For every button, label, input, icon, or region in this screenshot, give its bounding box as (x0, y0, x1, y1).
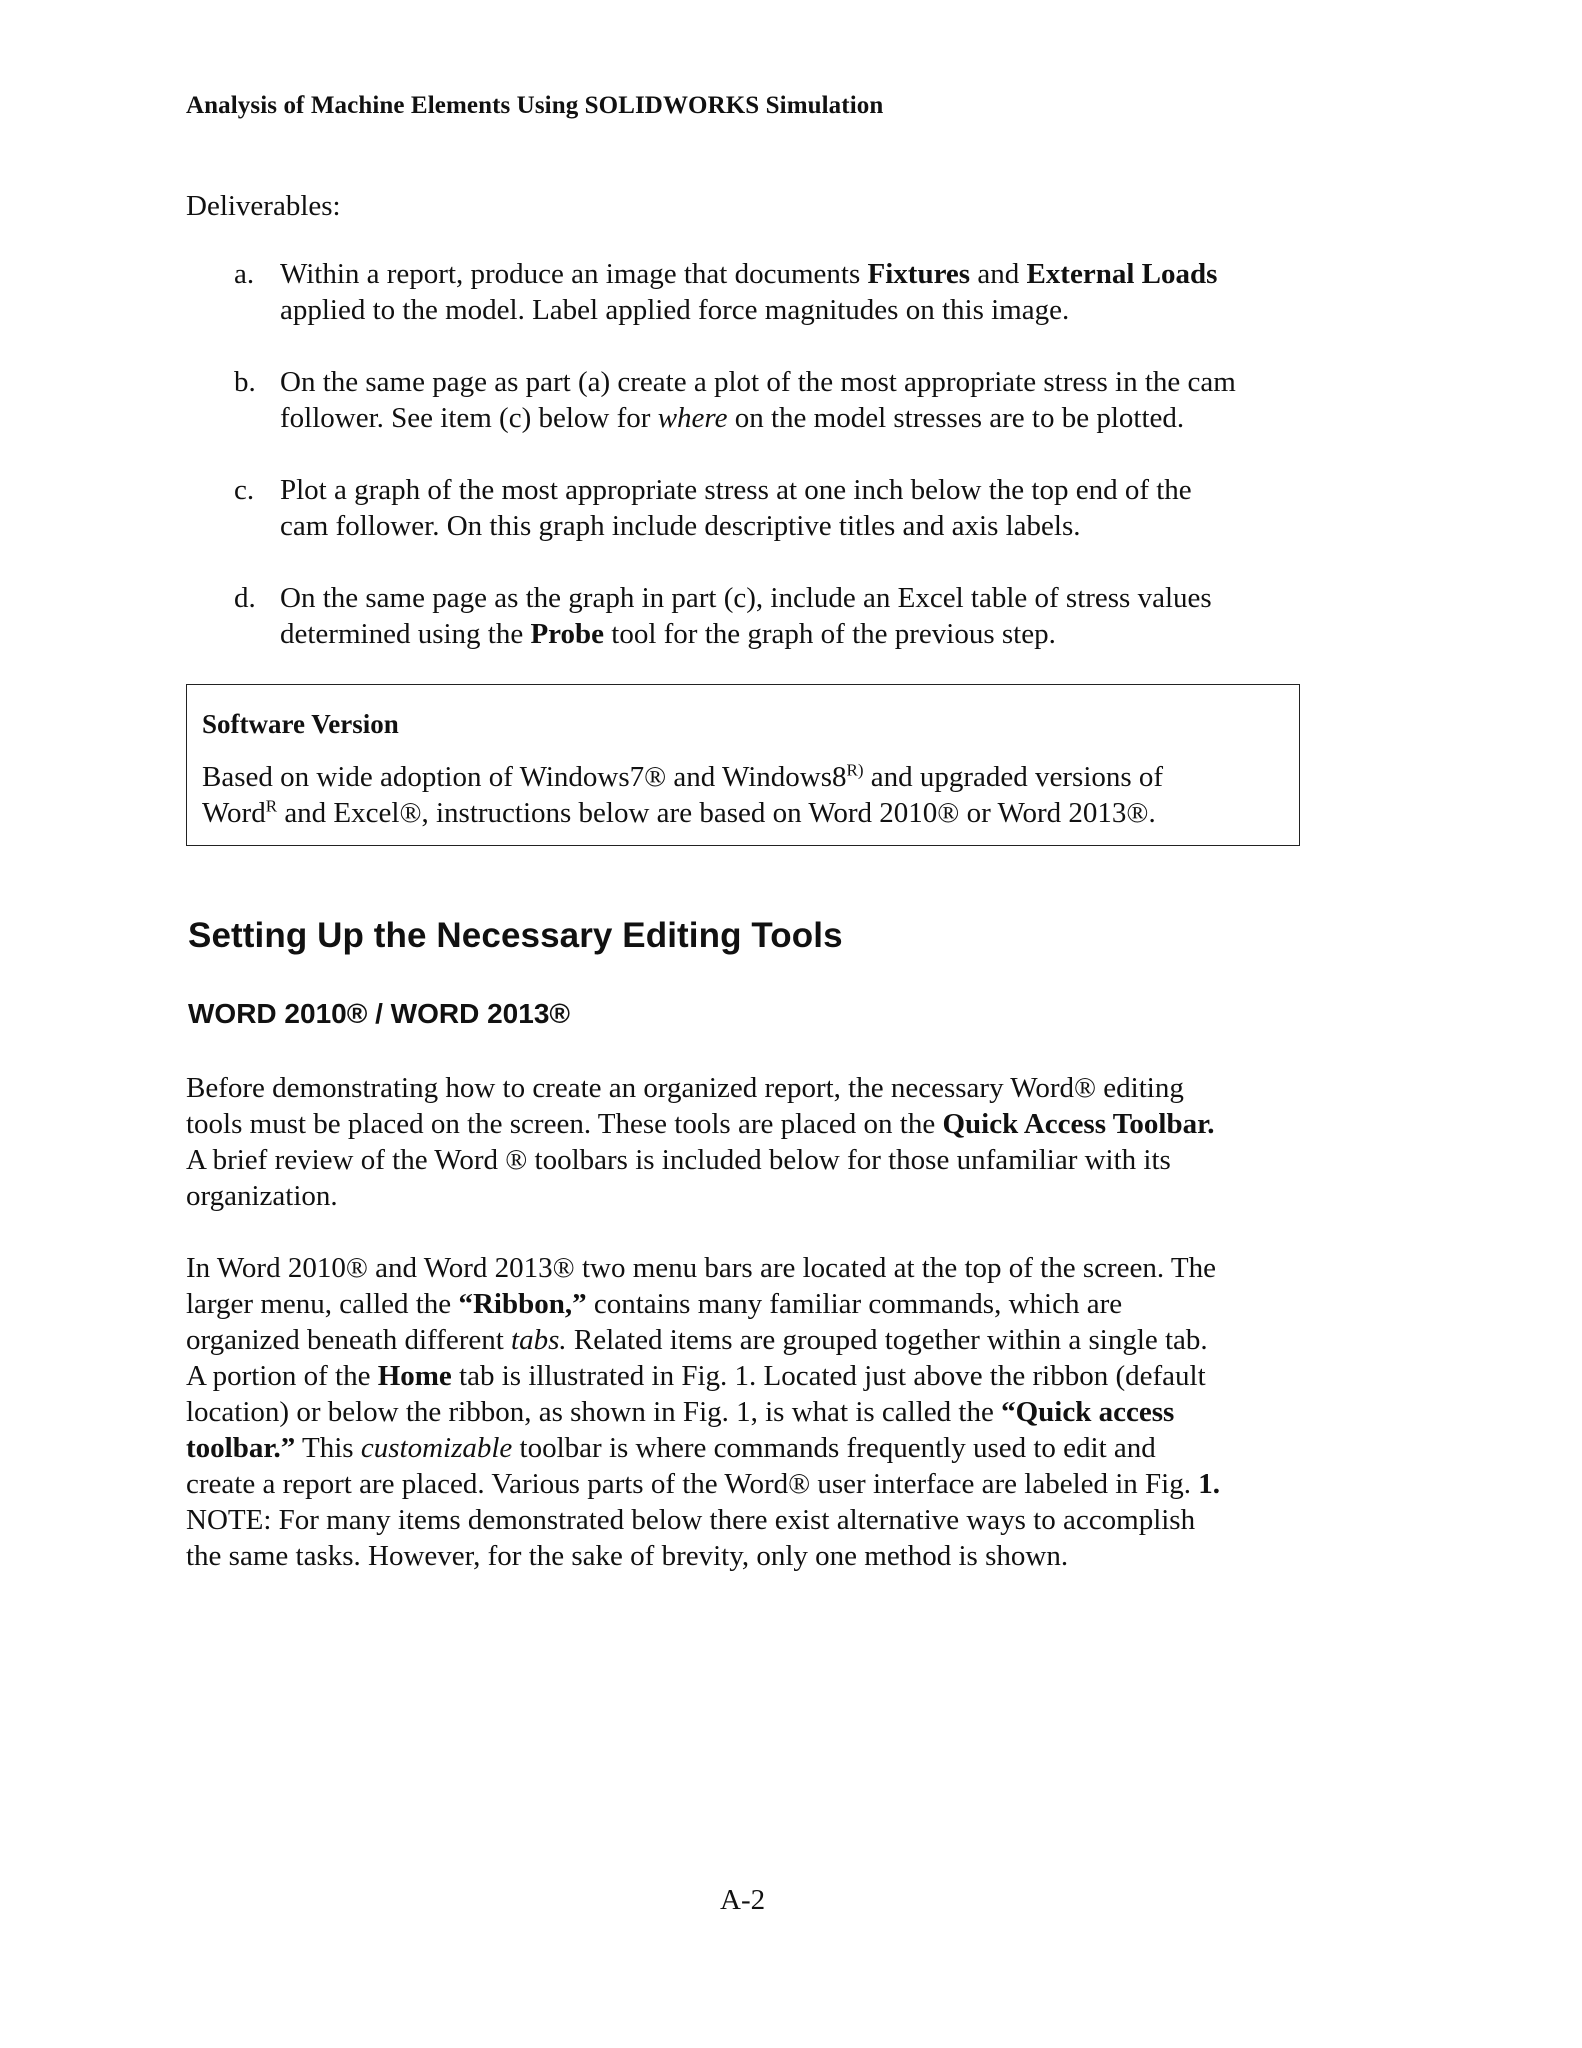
paragraph-line: the same tasks. However, for the sake of brevity, only one method is shown. (186, 1540, 1069, 1572)
paragraph-line: toolbar.” This customizable toolbar is where commands frequently used to edit and (186, 1432, 1156, 1464)
list-item-letter: b. (234, 366, 256, 398)
software-version-line: Based on wide adoption of Windows7® and $Windows8^{R)}$ and upgraded versions of (202, 760, 1164, 793)
software-version-line: Word$^R$ and Excel®, instructions below are based on Word 2010® or Word 2013®. (202, 796, 1156, 829)
paragraph-line: NOTE: For many items demonstrated below there exist alternative ways to accomplish (186, 1504, 1196, 1536)
list-item-line: cam follower. On this graph include descriptive titles and axis labels. (280, 510, 1081, 542)
subsection-title: WORD 2010® / WORD 2013® (188, 998, 571, 1029)
running-header: Analysis of Machine Elements Using SOLIDWORKS Simulation (186, 92, 884, 119)
software-version-body (202, 759, 1163, 831)
bold-term: “Ribbon,” (458, 1288, 587, 1320)
bold-term: Quick Access Toolbar. (942, 1108, 1215, 1140)
paragraph-line: larger menu, called the “Ribbon,” contains many familiar commands, which are (186, 1288, 1123, 1320)
bold-term: 1. (1198, 1468, 1220, 1500)
list-item-letter: c. (234, 474, 255, 506)
paragraph-line: tools must be placed on the screen. These tools are placed on the Quick Access Toolbar. (186, 1108, 1215, 1140)
list-item (186, 256, 1266, 328)
paragraph-intro (186, 1070, 1286, 1214)
italic-term: tabs. (511, 1324, 567, 1356)
list-item-line: Within a report, produce an image that documents Fixtures and External Loads (280, 258, 1218, 290)
bold-term: “Quick access (1001, 1396, 1175, 1428)
list-item-letter: a. (234, 258, 255, 290)
list-item (186, 364, 1266, 436)
paragraph-line: create a report are placed. Various parts of the Word® user interface are labeled in Fig. 1. (186, 1468, 1220, 1500)
paragraph-line: Before demonstrating how to create an organized report, the necessary Word® editing (186, 1072, 1184, 1104)
deliverables-label: Deliverables: (186, 190, 341, 222)
superscript: R (265, 796, 278, 816)
software-version-box (186, 684, 1300, 846)
paragraph-line: organization. (186, 1180, 338, 1212)
bold-term: Home (377, 1360, 452, 1392)
list-item-letter: d. (234, 582, 256, 614)
paragraph-line: A portion of the Home tab is illustrated in Fig. 1. Located just above the ribbon (default (186, 1360, 1206, 1392)
list-item (186, 580, 1266, 652)
paragraph-line: In Word 2010® and Word 2013® two menu bars are located at the top of the screen. The (186, 1252, 1216, 1284)
superscript: R) (846, 760, 864, 780)
paragraph-line: organized beneath different tabs. Related items are grouped together within a single tab. (186, 1324, 1208, 1356)
paragraph-line: A brief review of the Word ® toolbars is included below for those unfamiliar with its (186, 1144, 1171, 1176)
deliverables-list (186, 256, 1266, 688)
software-version-title: Software Version (202, 709, 399, 739)
list-item-line: applied to the model. Label applied force magnitudes on this image. (280, 294, 1070, 326)
list-item-line: On the same page as the graph in part (c), include an Excel table of stress values (280, 582, 1212, 614)
paragraph-line: location) or below the ribbon, as shown in Fig. 1, is what is called the “Quick access (186, 1396, 1175, 1428)
page-number: A-2 (720, 1884, 766, 1916)
bold-term: Probe (530, 618, 605, 650)
bold-term: toolbar.” (186, 1432, 296, 1464)
list-item-line: Plot a graph of the most appropriate stress at one inch below the top end of the (280, 474, 1192, 506)
list-item-line: determined using the Probe tool for the graph of the previous step. (280, 618, 1056, 650)
list-item-line: On the same page as part (a) create a plot of the most appropriate stress in the cam (280, 366, 1236, 398)
italic-term: customizable (360, 1432, 513, 1464)
bold-term: Fixtures (867, 258, 971, 290)
paragraph-ribbon (186, 1250, 1286, 1574)
list-item-line: follower. See item (c) below for where on the model stresses are to be plotted. (280, 402, 1185, 434)
list-item (186, 472, 1266, 544)
section-title: Setting Up the Necessary Editing Tools (188, 916, 843, 955)
bold-term: External Loads (1026, 258, 1218, 290)
italic-term: where (657, 402, 728, 434)
